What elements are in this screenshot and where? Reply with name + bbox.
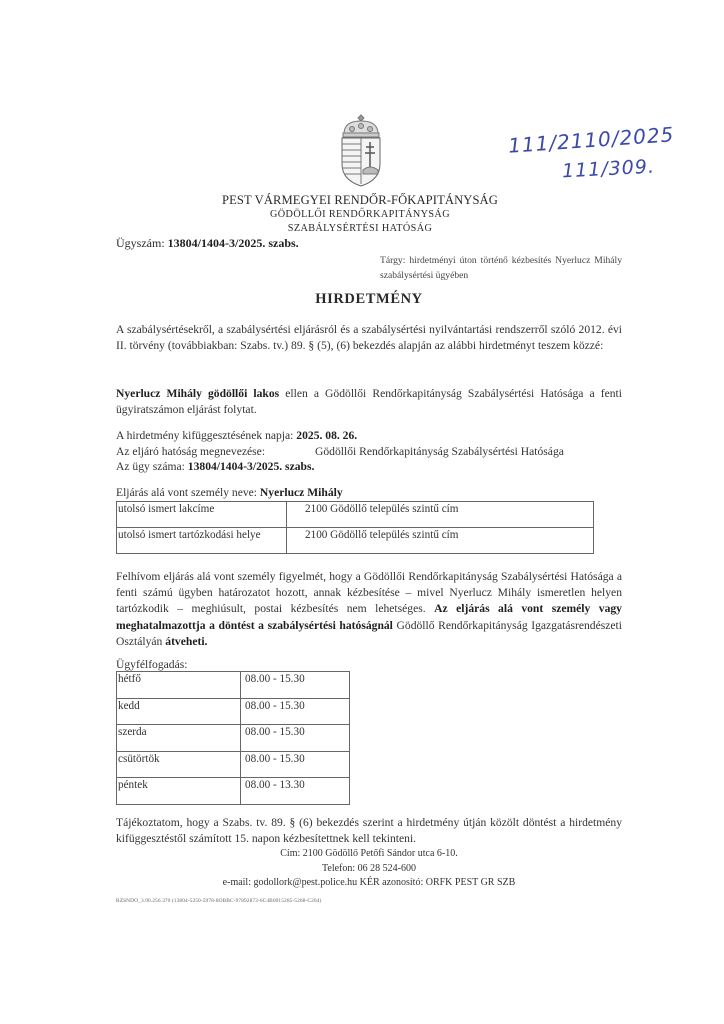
- hours-cell: 08.00 - 13.30: [241, 778, 350, 805]
- notice-bold-1: Az eljárás alá vont személy vagy meghatalmazottja a döntést a szabálysértési hatóságnál: [116, 602, 622, 632]
- address-label-cell: utolsó ismert lakcíme: [117, 502, 287, 528]
- case-ref-label: Az ügy száma:: [116, 460, 188, 473]
- notice-meta: [116, 428, 622, 475]
- org-name-local: GÖDÖLLŐI RENDŐRKAPITÁNYSÁG: [270, 209, 450, 220]
- document-title: HIRDETMÉNY: [315, 291, 423, 307]
- case-ref-value: 13804/1404-3/2025. szabs.: [187, 460, 315, 473]
- case-number-value: 13804/1404-3/2025. szabs.: [167, 236, 299, 250]
- defendant-name-line: [116, 486, 343, 499]
- table-row: [117, 698, 350, 725]
- table-row: [117, 672, 350, 699]
- address-value-cell: 2100 Gödöllő település szintű cím: [287, 502, 594, 528]
- notice-paragraph: [116, 569, 622, 650]
- table-row: [117, 725, 350, 752]
- reception-label: Ügyfélfogadás:: [116, 658, 188, 671]
- case-number-label: Ügyszám:: [116, 236, 168, 250]
- defendant-name-value: Nyerlucz Mihály: [259, 486, 343, 499]
- table-row: [117, 528, 594, 554]
- authority-value: Gödöllői Rendőrkapitányság Szabálysértési Hatósága: [315, 444, 564, 458]
- delivery-info-paragraph: Tájékoztatom, hogy a Szabs. tv. 89. § (6) bekezdés szerint a hirdetmény útján közölt döntést a hirdetmény kifüggesztéstől számított 15. napon kézbesítettnek kell tekinteni.: [116, 816, 622, 846]
- case-number-line: [116, 236, 299, 251]
- footer-phone: Telefon: 06 28 524-600: [321, 863, 416, 874]
- posting-date-line: [116, 428, 622, 444]
- hours-cell: 08.00 - 15.30: [241, 751, 350, 778]
- coat-of-arms-icon: [330, 112, 392, 190]
- footer-address: Cím: 2100 Gödöllő Petőfi Sándor utca 6-10.: [280, 848, 458, 859]
- handwritten-reference-2: 111/309.: [561, 155, 656, 183]
- defendant-bold: Nyerlucz Mihály gödöllői lakos: [116, 387, 280, 400]
- notice-text-1: Felhívom eljárás alá vont személy figyelmét, hogy a Gödöllői Rendőrkapitányság Szabálysértési Hatósága a fenti számú ügyben határozatot hozott, annak kézbesítése – mivel Nyerlucz Mihály ismeretlen helyen tartózkodik – meghiúsult, postai kézbesítés nem lehetséges.: [116, 570, 622, 616]
- residence-label-cell: utolsó ismert tartózkodási helye: [117, 528, 287, 554]
- posting-date-label: A hirdetmény kifüggesztésének napja:: [116, 429, 297, 442]
- org-name-authority: SZABÁLYSÉRTÉSI HATÓSÁG: [287, 223, 433, 234]
- org-name-county: PEST VÁRMEGYEI RENDŐR-FŐKAPITÁNYSÁG: [222, 193, 498, 207]
- case-ref-line: [116, 459, 622, 475]
- proceeding-text: ellen a Gödöllői Rendőrkapitányság Szabálysértési Hatósága a fenti ügyiratszámon eljárást folytat.: [116, 387, 622, 417]
- reception-hours-table: [116, 671, 350, 805]
- posting-date-value: 2025. 08. 26.: [296, 429, 358, 442]
- legal-basis-paragraph: A szabálysértésekről, a szabálysértési eljárásról és a szabálysértési nyilvántartási rendszerről szóló 2012. évi II. törvény (továbbiakban: Szabs. tv.) 89. § (5), (6) bekezdés alapján az alábbi hirdetményt teszem közzé:: [116, 323, 622, 353]
- handwritten-reference-1: 111/2110/2025: [507, 122, 676, 158]
- day-cell: csütörtök: [117, 751, 241, 778]
- defendant-name-label: Eljárás alá vont személy neve:: [116, 486, 260, 499]
- notice-text-2: Gödöllő Rendőrkapitányság Igazgatásrendészeti Osztályán: [116, 618, 622, 648]
- table-row: [117, 502, 594, 528]
- footer-contact: e-mail: godollork@pest.police.hu KÉR azonosító: ORFK PEST GR SZB: [222, 877, 516, 888]
- authority-label: Az eljáró hatóság megnevezése:: [116, 444, 266, 458]
- subject-line: Tárgy: hirdetményi úton történő kézbesítés Nyerlucz Mihály szabálysértési ügyében: [380, 255, 622, 281]
- table-row: [117, 778, 350, 805]
- day-cell: kedd: [117, 698, 241, 725]
- hours-cell: 08.00 - 15.30: [241, 725, 350, 752]
- address-table: [116, 501, 594, 554]
- day-cell: péntek: [117, 778, 241, 805]
- proceeding-paragraph: [116, 386, 622, 418]
- authority-line: [116, 444, 622, 460]
- notice-bold-2: átveheti.: [165, 634, 208, 648]
- residence-value-cell: 2100 Gödöllő település szintű cím: [287, 528, 594, 554]
- hours-cell: 08.00 - 15.30: [241, 698, 350, 725]
- document-code: RZSNDO_3.90.256.370 (13804-5250-5978-8OBBC-97892873-6C4B0015285-5268-C204): [116, 898, 322, 904]
- table-row: [117, 751, 350, 778]
- day-cell: hétfő: [117, 672, 241, 699]
- day-cell: szerda: [117, 725, 241, 752]
- hours-cell: 08.00 - 15.30: [241, 672, 350, 699]
